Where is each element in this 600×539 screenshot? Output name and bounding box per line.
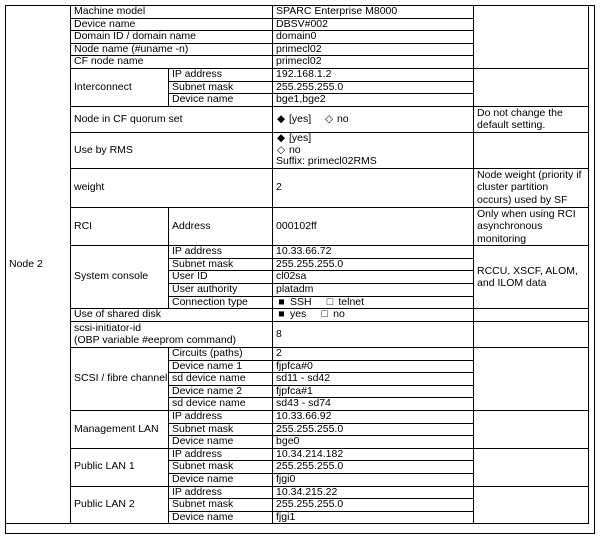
mgmt-subnet-value: 255.255.255.0 [273,423,474,436]
node-label: Node 2 [6,6,71,524]
remark-empty [474,309,589,322]
scsi-dev2-label: Device name 2 [169,385,273,398]
scsi-sd2-label: sd device name [169,398,273,411]
scsi-sd2-value: sd43 - sd74 [273,398,474,411]
lan1-ip-label: IP address [169,448,273,461]
machine-model-label: Machine model [71,6,273,19]
scsi-sd1-label: sd device name [169,373,273,386]
mgmt-device-label: Device name [169,436,273,449]
scsi-circuits-value: 2 [273,348,474,361]
remark-empty [474,6,589,69]
cf-quorum-remark: Do not change the default setting. [474,106,589,132]
scsi-fc-label: SCSI / fibre channel [71,348,169,411]
console-ip-label: IP address [169,246,273,259]
rms-suffix: Suffix: primecl02RMS [273,156,474,168]
mgmt-subnet-label: Subnet mask [169,423,273,436]
table-row [6,348,589,361]
domain-id-value: domain0 [273,31,474,44]
remark-empty [474,411,589,449]
table-row [6,68,589,81]
system-console-remark: RCCU, XSCF, ALOM, and ILOM data [474,246,589,309]
table-row [6,6,589,19]
scsi-dev1-label: Device name 1 [169,360,273,373]
rms-yes-option: [yes] [288,132,312,144]
machine-model-value: SPARC Enterprise M8000 [273,6,474,19]
square-outline-icon: □ [326,296,334,308]
shared-disk-label: Use of shared disk [71,309,273,322]
rms-no-option: no [288,144,301,156]
mgmt-device-value: bge0 [273,436,474,449]
lan2-ip-value: 10.34.215.22 [273,486,474,499]
console-connection-label: Connection type [169,296,273,309]
console-user-id-label: User ID [169,271,273,284]
remark-empty [474,448,589,486]
table-row [6,486,589,499]
public-lan2-label: Public LAN 2 [71,486,169,524]
mgmt-ip-label: IP address [169,411,273,424]
node-config-table [5,5,589,524]
cf-node-name-label: CF node name [71,56,273,69]
connection-ssh-option: SSH [289,296,312,308]
table-row [6,132,589,144]
remark-empty [474,68,589,106]
weight-remark: Node weight (priority if cluster partition occurs) used by SF [474,168,589,207]
scsi-sd1-value: sd11 - sd42 [273,373,474,386]
interconnect-device-label: Device name [169,94,273,107]
cf-quorum-options [273,106,474,132]
remark-empty [474,486,589,524]
remark-empty [474,348,589,411]
lan2-device-value: fjgi1 [273,511,474,524]
node-name-label: Node name (#uname -n) [71,43,273,56]
interconnect-subnet-label: Subnet mask [169,81,273,94]
system-console-label: System console [71,246,169,309]
lan2-device-label: Device name [169,511,273,524]
remark-empty [474,321,589,347]
device-name-value: DBSV#002 [273,18,474,31]
square-filled-icon: ■ [278,296,285,308]
scsi-initiator-label-line1: scsi-initiator-id [74,321,142,334]
cf-node-name-value: primecl02 [273,56,474,69]
connection-telnet-option: telnet [338,296,365,308]
table-row [6,246,589,259]
console-connection-options [273,296,474,309]
console-ip-value: 10.33.66.72 [273,246,474,259]
square-outline-icon: □ [321,308,328,321]
scsi-circuits-label: Circuits (paths) [169,348,273,361]
diamond-filled-icon: ◆ [276,112,286,125]
console-authority-label: User authority [169,284,273,297]
weight-label: weight [71,168,273,207]
rms-yes-line [273,132,474,144]
diamond-filled-icon: ◆ [276,132,286,144]
use-by-rms-label: Use by RMS [71,132,273,168]
shared-disk-yes-option: yes [289,308,307,321]
square-filled-icon: ■ [278,308,285,321]
interconnect-device-value: bge1,bge2 [273,94,474,107]
rci-remark: Only when using RCI asynchronous monitoring [474,207,589,246]
table-row [6,309,589,322]
diamond-outline-icon: ◇ [325,112,334,125]
lan2-ip-label: IP address [169,486,273,499]
scsi-dev1-value: fjpfca#0 [273,360,474,373]
rci-address-value: 000102ff [273,207,474,246]
console-user-id-value: cl02sa [273,271,474,284]
device-name-label: Device name [71,18,273,31]
console-authority-value: platadm [273,284,474,297]
interconnect-ip-label: IP address [169,68,273,81]
scsi-initiator-label [71,321,273,347]
cf-quorum-yes-option: [yes] [288,112,312,125]
console-subnet-label: Subnet mask [169,258,273,271]
lan2-subnet-label: Subnet mask [169,499,273,512]
cf-quorum-label: Node in CF quorum set [71,106,273,132]
remark-empty [474,132,589,168]
scsi-initiator-label-line2: (OBP variable #eeprom command) [74,334,237,347]
interconnect-ip-value: 192.168.1.2 [273,68,474,81]
lan2-subnet-value: 255.255.255.0 [273,499,474,512]
scsi-dev2-value: fjpfca#1 [273,385,474,398]
lan1-device-label: Device name [169,473,273,486]
rms-no-line [273,145,474,157]
diamond-outline-icon: ◇ [276,144,286,156]
console-subnet-value: 255.255.255.0 [273,258,474,271]
interconnect-label: Interconnect [71,68,169,106]
shared-disk-no-option: no [333,308,345,321]
cf-quorum-no-option: no [336,112,349,125]
lan1-ip-value: 10.34.214.182 [273,448,474,461]
lan1-subnet-label: Subnet mask [169,461,273,474]
table-row [6,411,589,424]
weight-value: 2 [273,168,474,207]
node-name-value: primecl02 [273,43,474,56]
mgmt-lan-label: Management LAN [71,411,169,449]
rci-label: RCI [71,207,169,246]
public-lan1-label: Public LAN 1 [71,448,169,486]
rci-address-label: Address [169,207,273,246]
shared-disk-options [273,309,474,322]
lan1-subnet-value: 255.255.255.0 [273,461,474,474]
lan1-device-value: fjgi0 [273,473,474,486]
scsi-initiator-value: 8 [273,321,474,347]
interconnect-subnet-value: 255.255.255.0 [273,81,474,94]
table-row [6,448,589,461]
mgmt-ip-value: 10.33.66.92 [273,411,474,424]
domain-id-label: Domain ID / domain name [71,31,273,44]
